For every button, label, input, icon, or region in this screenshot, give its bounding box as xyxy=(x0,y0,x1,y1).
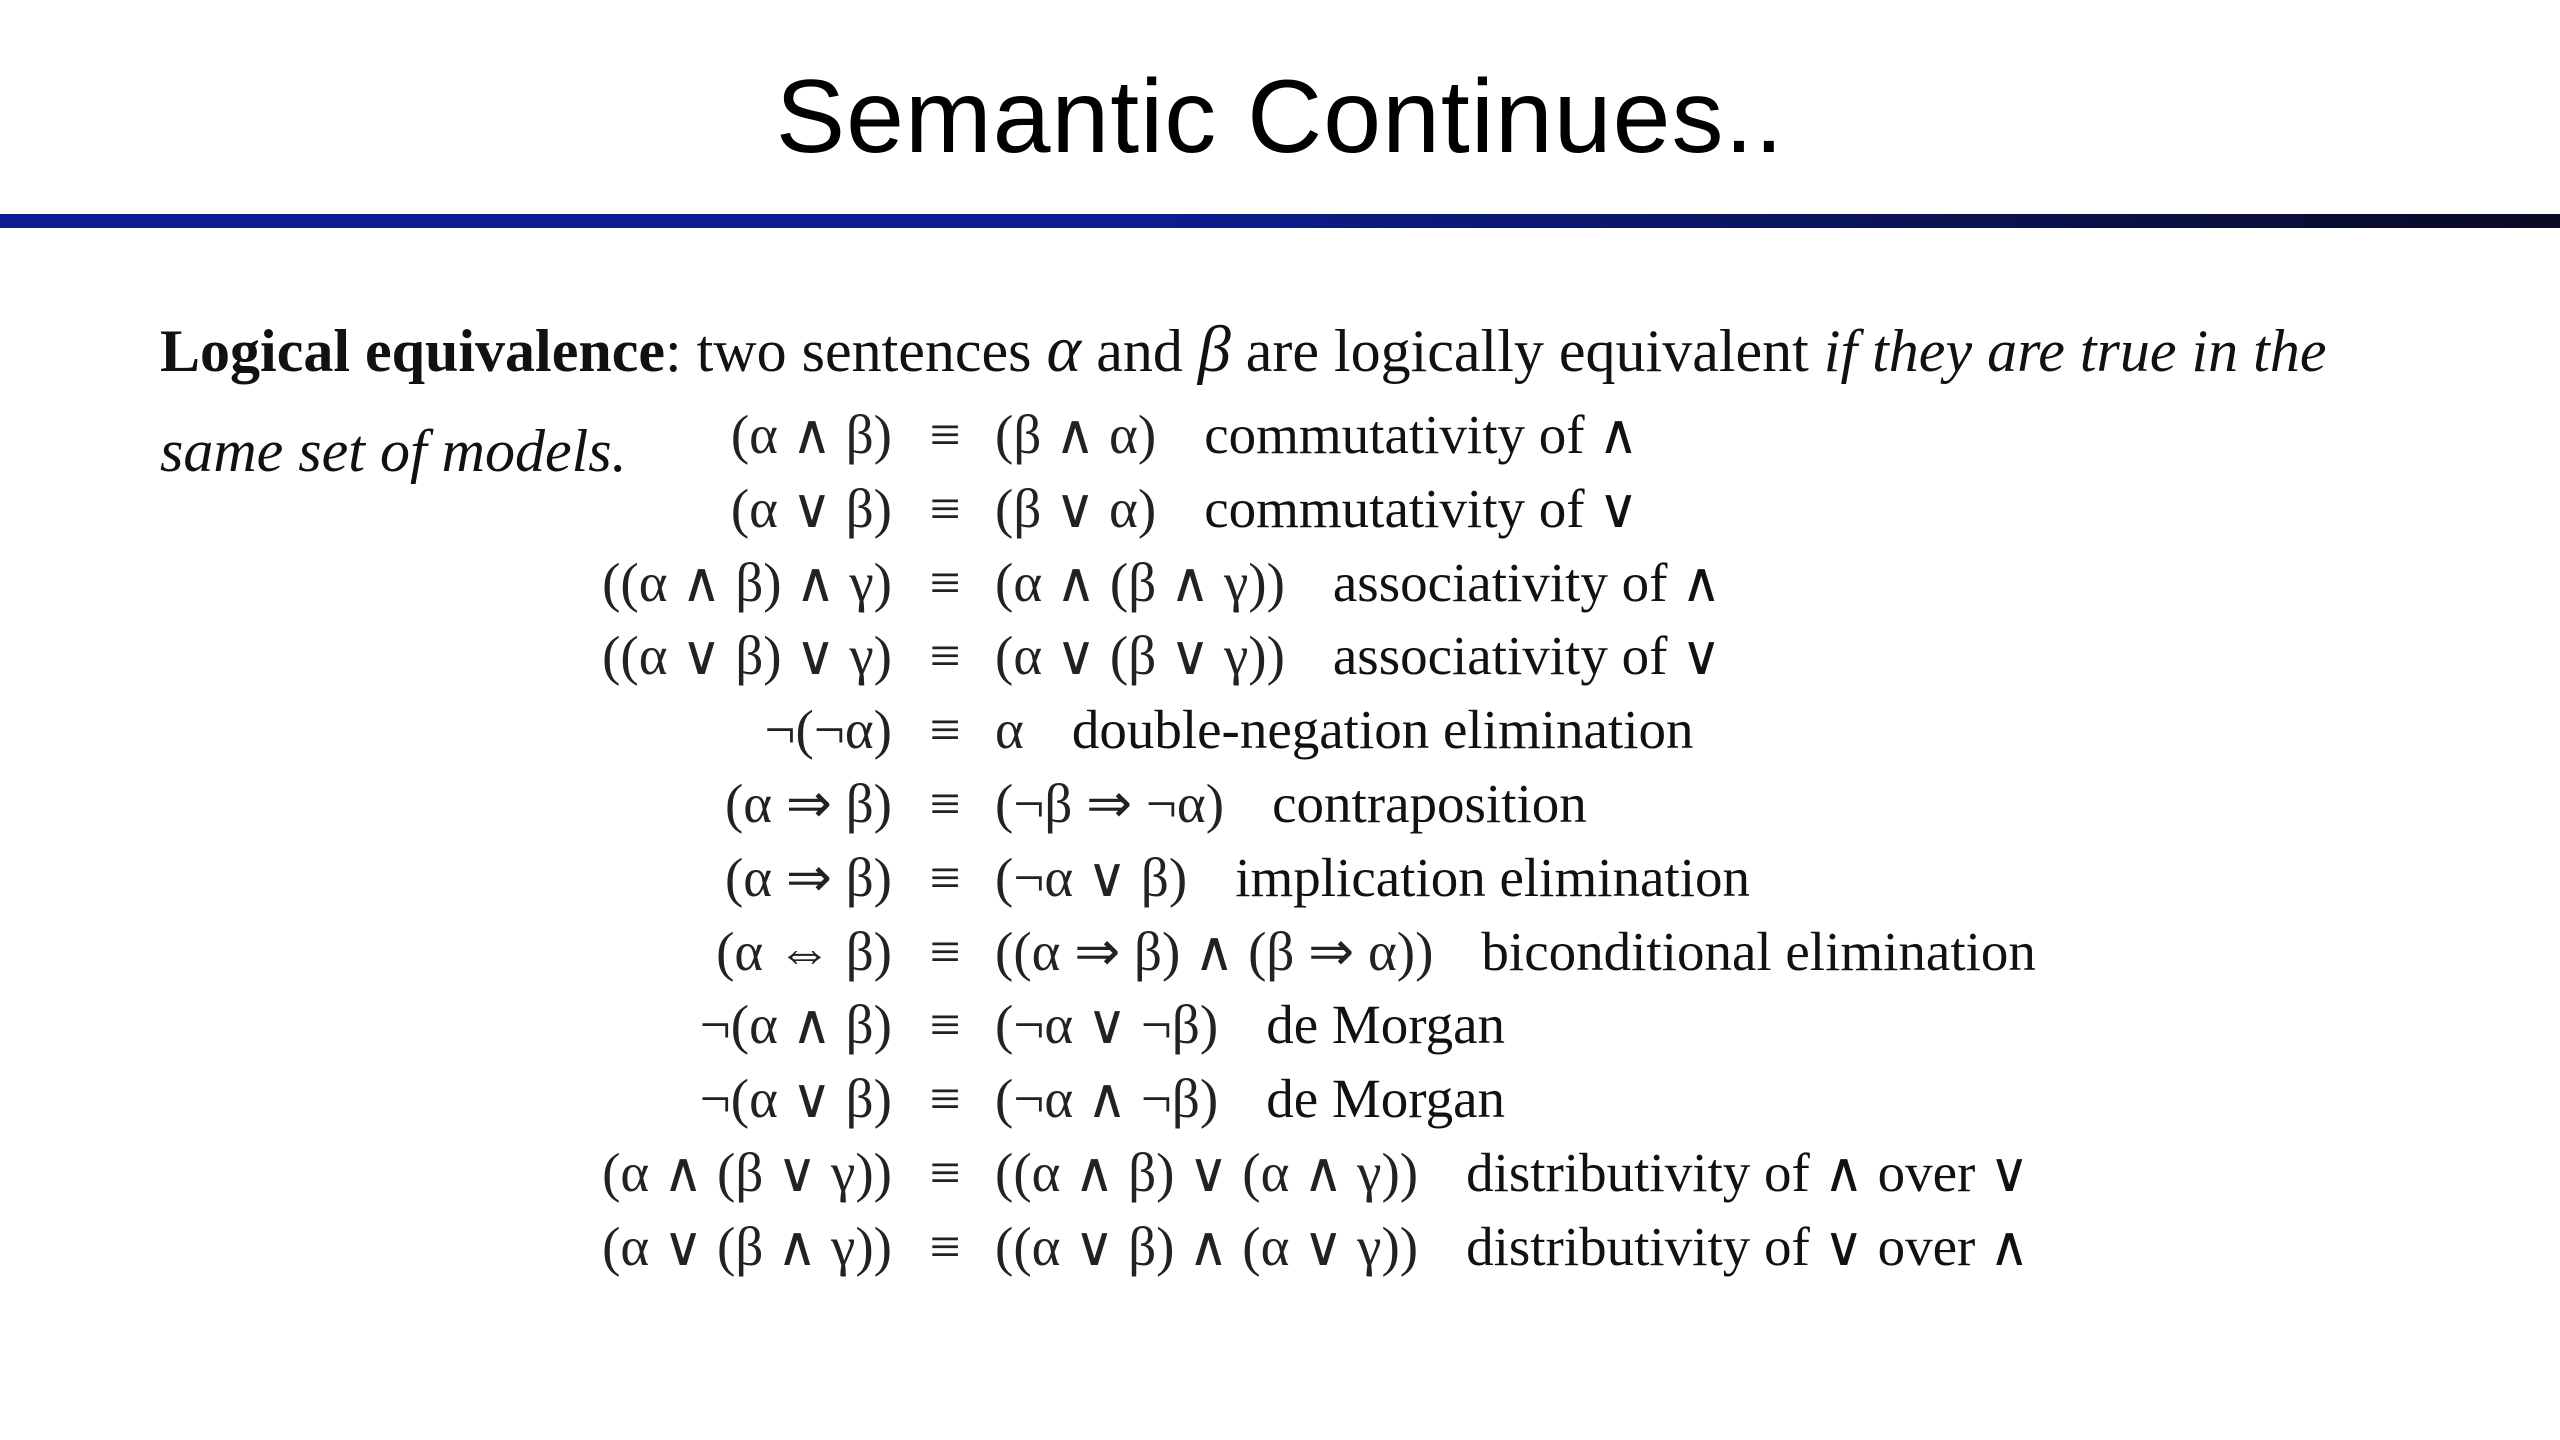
rule-equiv: ≡ xyxy=(929,994,961,1056)
rule-lhs: ¬(α ∧ β) xyxy=(699,994,892,1056)
rule-lhs: (α ⇒ β) xyxy=(724,846,892,908)
title-divider xyxy=(0,214,2560,228)
rule-rhs xyxy=(995,1210,2029,1284)
rule-equiv: ≡ xyxy=(929,846,961,908)
rule-name: biconditional elimination xyxy=(1481,920,2036,982)
rule-rhs xyxy=(995,915,2036,989)
rule-name: de Morgan xyxy=(1266,1068,1506,1130)
rule-equiv: ≡ xyxy=(929,404,961,465)
intro-text-2: and xyxy=(1081,318,1198,384)
rule-equiv: ≡ xyxy=(929,1141,961,1203)
equivalence-rules xyxy=(0,398,2560,1284)
rule-equiv: ≡ xyxy=(929,699,961,761)
rule-lhs: (α ∨ (β ∧ γ)) xyxy=(602,1215,892,1277)
rule-name: commutativity of ∧ xyxy=(1204,404,1639,465)
rule-rhs-expr: ((α ⇒ β) ∧ (β ⇒ α)) xyxy=(995,920,1434,982)
rule-row xyxy=(0,619,2560,693)
rule-row xyxy=(0,915,2560,989)
rule-lhs: (α ∧ β) xyxy=(730,404,892,465)
rule-rhs xyxy=(995,693,1693,767)
rule-row xyxy=(0,1136,2560,1210)
rule-rhs-expr: (¬α ∨ β) xyxy=(995,846,1188,908)
rule-lhs: (α ∧ (β ∨ γ)) xyxy=(602,1141,892,1203)
rule-rhs xyxy=(995,619,1721,693)
rule-lhs: ((α ∧ β) ∧ γ) xyxy=(602,551,892,613)
rule-equiv: ≡ xyxy=(929,1068,961,1130)
rule-lhs: ¬(¬α) xyxy=(764,699,892,761)
rule-rhs xyxy=(995,1062,1505,1136)
rule-rhs-expr: (¬α ∧ ¬β) xyxy=(995,1068,1219,1130)
rule-lhs: ¬(α ∨ β) xyxy=(699,1068,892,1130)
rule-row xyxy=(0,472,2560,546)
rule-equiv: ≡ xyxy=(929,477,961,539)
rule-rhs-expr: ((α ∨ β) ∧ (α ∨ γ)) xyxy=(995,1215,1419,1277)
rule-row xyxy=(0,1210,2560,1284)
rule-row xyxy=(0,546,2560,620)
rule-rhs-expr: (β ∨ α) xyxy=(995,477,1157,539)
rule-equiv: ≡ xyxy=(929,920,961,982)
rule-lhs: (α ⇒ β) xyxy=(724,772,892,834)
rule-name: de Morgan xyxy=(1266,994,1506,1056)
slide-title: Semantic Continues.. xyxy=(775,59,1785,175)
rule-name: associativity of ∧ xyxy=(1332,551,1722,613)
rule-equiv: ≡ xyxy=(929,1215,961,1277)
rule-name: associativity of ∨ xyxy=(1332,625,1722,687)
rule-row xyxy=(0,988,2560,1062)
rule-equiv: ≡ xyxy=(929,772,961,834)
rule-lhs: ((α ∨ β) ∨ γ) xyxy=(602,625,892,687)
rule-row xyxy=(0,398,2560,472)
rule-name: commutativity of ∨ xyxy=(1204,477,1639,539)
rule-rhs xyxy=(995,398,1639,472)
rule-rhs xyxy=(995,988,1505,1062)
rule-row xyxy=(0,767,2560,841)
intro-beta: β xyxy=(1197,313,1231,386)
rule-rhs-expr: (¬β ⇒ ¬α) xyxy=(995,772,1225,834)
rule-row xyxy=(0,1062,2560,1136)
rule-rhs-expr: (β ∧ α) xyxy=(995,404,1157,465)
rule-rhs xyxy=(995,472,1639,546)
rule-equiv: ≡ xyxy=(929,625,961,687)
rule-lhs: (α ⇔ β) xyxy=(716,920,892,982)
rule-rhs xyxy=(995,546,1721,620)
intro-alpha: α xyxy=(1046,313,1082,386)
rule-rhs-expr: (α ∨ (β ∨ γ)) xyxy=(995,625,1285,687)
rule-equiv: ≡ xyxy=(929,551,961,613)
rule-name: implication elimination xyxy=(1235,846,1750,908)
intro-definition: if they are true in the same set of models. xyxy=(160,318,2327,484)
rule-name: contraposition xyxy=(1272,772,1587,834)
rule-row xyxy=(0,693,2560,767)
rule-rhs-expr: ((α ∧ β) ∨ (α ∧ γ)) xyxy=(995,1141,1419,1203)
rule-name: double-negation elimination xyxy=(1071,699,1694,761)
rule-rhs-expr: α xyxy=(995,699,1024,761)
rule-name: distributivity of ∨ over ∧ xyxy=(1466,1215,2030,1277)
rule-name: distributivity of ∧ over ∨ xyxy=(1466,1141,2030,1203)
intro-text-3: are logically equivalent xyxy=(1230,318,1824,384)
rule-rhs-expr: (α ∧ (β ∧ γ)) xyxy=(995,551,1285,613)
rule-rhs xyxy=(995,767,1587,841)
rule-rhs-expr: (¬α ∨ ¬β) xyxy=(995,994,1219,1056)
rule-rhs xyxy=(995,1136,2029,1210)
rule-row xyxy=(0,841,2560,915)
intro-text-1: : two sentences xyxy=(664,318,1047,384)
rule-lhs: (α ∨ β) xyxy=(730,477,892,539)
rule-rhs xyxy=(995,841,1750,915)
intro-term: Logical equivalence xyxy=(160,318,665,384)
